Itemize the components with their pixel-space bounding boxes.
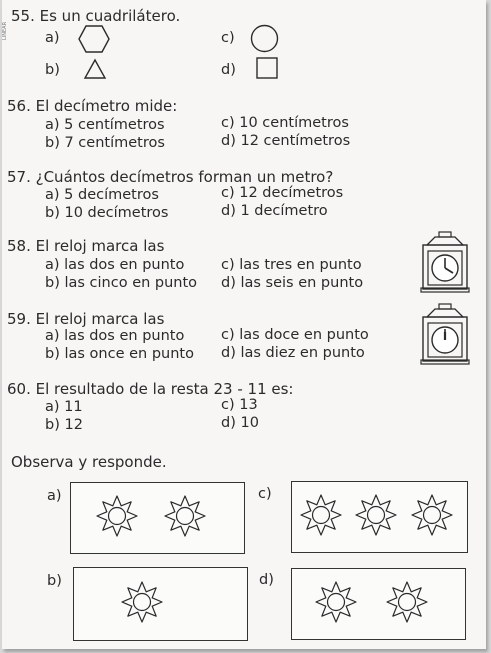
q57-option-c: c) 12 decímetros: [221, 185, 344, 201]
q55-option-d-label: d): [221, 62, 236, 78]
question-57-stem: 57. ¿Cuántos decímetros forman un metro?: [7, 168, 334, 186]
q57-option-a: a) 5 decímetros: [45, 187, 159, 203]
sun-box-b: [73, 567, 248, 641]
sun-box-a: [70, 482, 245, 554]
sun-box-c: [291, 481, 468, 553]
clock-icon: [417, 231, 473, 293]
sun-icon: [411, 494, 453, 536]
triangle-icon: [84, 59, 106, 79]
observe-option-a-label: a): [47, 488, 62, 504]
q56-option-a: a) 5 centímetros: [45, 117, 165, 133]
sun-icon: [355, 494, 397, 536]
q59-option-c: c) las doce en punto: [221, 327, 369, 343]
q60-option-c: c) 13: [221, 397, 258, 413]
circle-icon: [250, 24, 279, 53]
question-55-stem: 55. Es un cuadrilátero.: [11, 7, 181, 25]
sun-icon: [121, 581, 163, 623]
q60-option-b: b) 12: [45, 417, 83, 433]
side-margin-text: LINEAR: [2, 21, 8, 40]
q57-option-b: b) 10 decímetros: [45, 205, 169, 221]
q56-option-c: c) 10 centímetros: [221, 115, 349, 131]
q58-option-d: d) las seis en punto: [221, 275, 364, 291]
q59-option-a: a) las dos en punto: [45, 328, 185, 344]
q56-option-d: d) 12 centímetros: [221, 133, 351, 149]
square-icon: [256, 57, 278, 79]
question-60-stem: 60. El resultado de la resta 23 - 11 es:: [7, 380, 294, 398]
question-59-stem: 59. El reloj marca las: [7, 310, 165, 328]
observe-option-d-label: d): [259, 572, 274, 588]
q55-option-c-label: c): [221, 30, 235, 46]
q55-option-a-label: a): [45, 30, 60, 46]
q55-option-b-label: b): [45, 62, 60, 78]
observe-instructions: Observa y responde.: [11, 453, 167, 471]
sun-icon: [164, 495, 206, 537]
q60-option-a: a) 11: [45, 399, 83, 415]
question-56-stem: 56. El decímetro mide:: [7, 97, 178, 115]
question-58-stem: 58. El reloj marca las: [7, 237, 165, 255]
sun-icon: [300, 494, 342, 536]
hexagon-icon: [78, 25, 110, 53]
observe-option-b-label: b): [47, 573, 62, 589]
sun-icon: [96, 495, 138, 537]
q57-option-d: d) 1 decímetro: [221, 203, 328, 219]
sun-icon: [315, 581, 357, 623]
q59-option-b: b) las once en punto: [45, 346, 194, 362]
sun-box-d: [291, 568, 466, 640]
q58-option-a: a) las dos en punto: [45, 257, 185, 273]
q58-option-b: b) las cinco en punto: [45, 275, 198, 291]
worksheet-page: [2, 0, 486, 649]
sun-icon: [386, 581, 428, 623]
q56-option-b: b) 7 centímetros: [45, 135, 165, 151]
observe-option-c-label: c): [258, 486, 272, 502]
q60-option-d: d) 10: [221, 415, 259, 431]
clock-icon: [417, 303, 473, 365]
q58-option-c: c) las tres en punto: [221, 257, 362, 273]
q59-option-d: d) las diez en punto: [221, 345, 365, 361]
